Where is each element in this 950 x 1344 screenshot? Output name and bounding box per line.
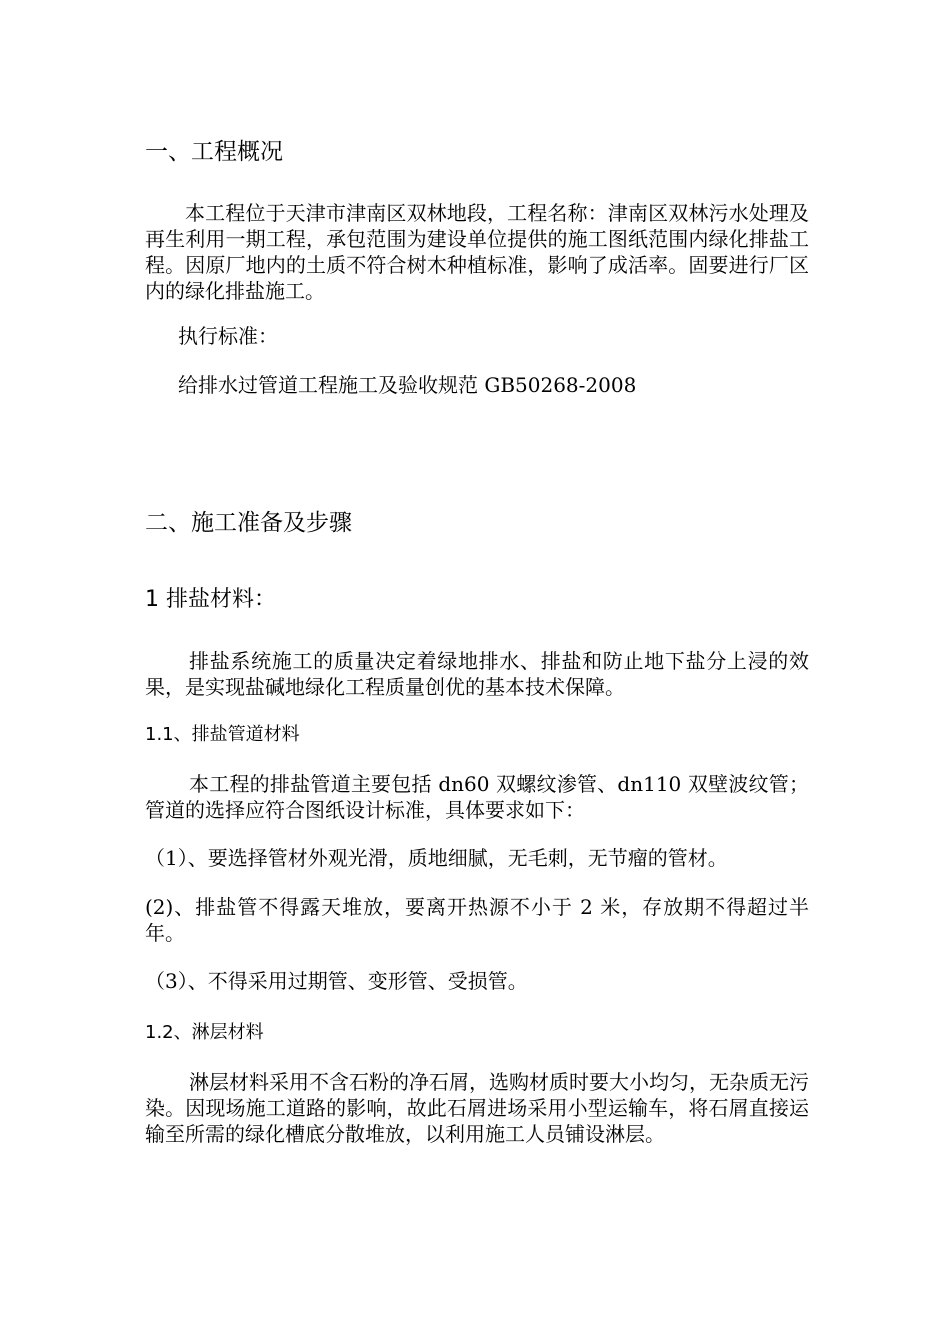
requirement-item-3: （3）、不得采用过期管、变形管、受损管。 — [145, 969, 528, 993]
subsection-1-1-heading: 1.1、排盐管道材料 — [145, 724, 300, 745]
subsection-1-1-paragraph: 本工程的排盐管道主要包括 dn60 双螺纹渗管、dn110 双壁波纹管；管道的选择应符合图纸设计标准，具体要求如下： — [145, 772, 809, 822]
requirement-item-2: (2)、排盐管不得露天堆放，要离开热源不小于 2 米，存放期不得超过半年。 — [145, 895, 809, 945]
standard-value: 给排水过管道工程施工及验收规范 GB50268-2008 — [178, 373, 637, 397]
section-1-intro-paragraph: 本工程位于天津市津南区双林地段，工程名称：津南区双林污水处理及再生利用一期工程，承包范围为建设单位提供的施工图纸范围内绿化排盐工程。因原厂地内的土质不符合树木种植标准，影响了成活率。固要进行厂区内的绿化排盐施工。 — [145, 201, 809, 303]
section-2-heading: 二、施工准备及步骤 — [145, 510, 352, 536]
subsection-1-2-heading: 1.2、淋层材料 — [145, 1022, 264, 1043]
subsection-1-2-paragraph: 淋层材料采用不含石粉的净石屑，选购材质时要大小均匀，无杂质无污染。因现场施工道路的影响，故此石屑进场采用小型运输车，将石屑直接运输至所需的绿化槽底分散堆放，以利用施工人员铺设淋层。 — [145, 1070, 809, 1146]
standard-label: 执行标准： — [178, 324, 278, 348]
subsection-1-paragraph: 排盐系统施工的质量决定着绿地排水、排盐和防止地下盐分上浸的效果，是实现盐碱地绿化工程质量创优的基本技术保障。 — [145, 649, 809, 699]
section-1-heading: 一、工程概况 — [145, 139, 283, 165]
requirement-item-1: （1）、要选择管材外观光滑，质地细腻，无毛刺，无节瘤的管材。 — [145, 846, 728, 870]
subsection-1-heading: 1 排盐材料： — [145, 587, 276, 612]
